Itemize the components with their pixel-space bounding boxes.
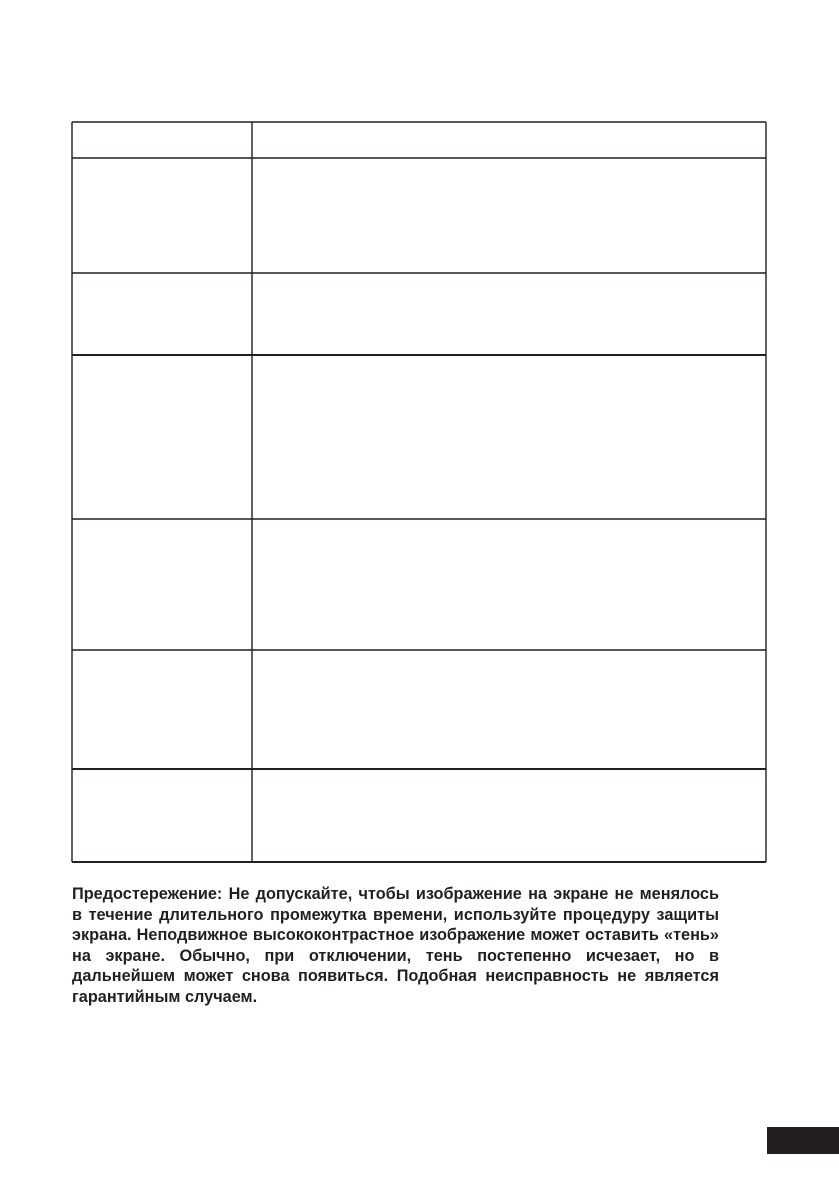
screen-burn-in-warning: Предостережение: Не допускайте, чтобы изображение на экране не менялось в течение длительного промежутка времени, используйте процедуру защиты экрана. Неподвижное высококонтрастное изображение может оставить «тень» на экране. Обычно, при отключении, тень постепенно исчезает, но в дальнейшем может снова появиться. Подобная неисправность не является гарантийным случаем. [72,885,719,1006]
page-number-tab [767,1127,839,1154]
